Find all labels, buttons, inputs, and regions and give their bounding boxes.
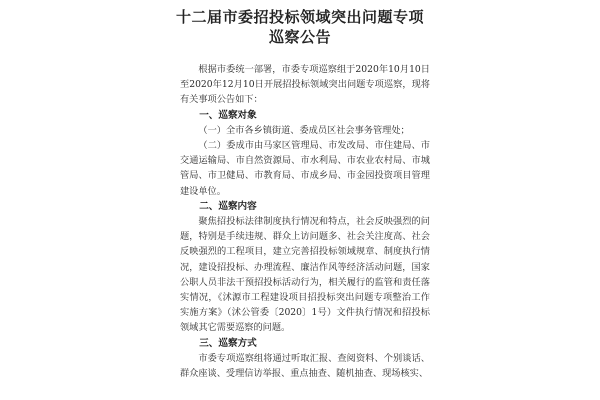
document-body bbox=[180, 62, 430, 381]
section-content-paragraph: 聚焦招投标法律制度执行情况和特点，社会反映强烈的问题，特别是手续违规、群众上访问题多、社会关注度高、社会反映强烈的工程项目，建立完善招投标领域规章、制度执行情况，建设招投标、办理流程、廉洁作风等经济活动问题，国家公职人员非法干预招投标活动行为，相关履行的监管和责任落实情况，《沭源市工程建设项目招投标突出问题专项整治工作实施方案》（沭公管委〔2020〕1号）文件执行情况和招投标领域其它需要巡察的问题。 bbox=[180, 216, 430, 334]
section-targets-item-2: （二）委成市由马家区管理局、市发改局、市住建局、市交通运输局、市自然资源局、市水利局、市农业农村局、市城管局、市卫健局、市教育局、市成乡局、市金园投资项目管理建设单位。 bbox=[180, 140, 430, 197]
section-targets-item-1: （一）全市各乡镇街道、委成员区社会事务管理处； bbox=[198, 124, 410, 136]
section-heading-methods: 三、巡察方式 bbox=[199, 337, 257, 349]
section-heading-content: 二、巡察内容 bbox=[199, 200, 257, 212]
document-title: 十二届市委招投标领域突出问题专项 bbox=[175, 8, 424, 26]
section-heading-targets: 一、巡察对象 bbox=[199, 109, 257, 121]
section-methods-paragraph: 市委专项巡察组将通过听取汇报、查阅资料、个别谈话、群众座谈、受理信访举报、重点抽查、随机抽查、现场核实、 bbox=[180, 352, 430, 380]
document-subtitle: 巡察公告 bbox=[268, 28, 331, 46]
intro-paragraph: 根据市委统一部署，市委专项巡察组于2020年10月10日至2020年12月10日开展招投标领域突出问题专项巡察，现将有关事项公告如下： bbox=[180, 64, 430, 106]
